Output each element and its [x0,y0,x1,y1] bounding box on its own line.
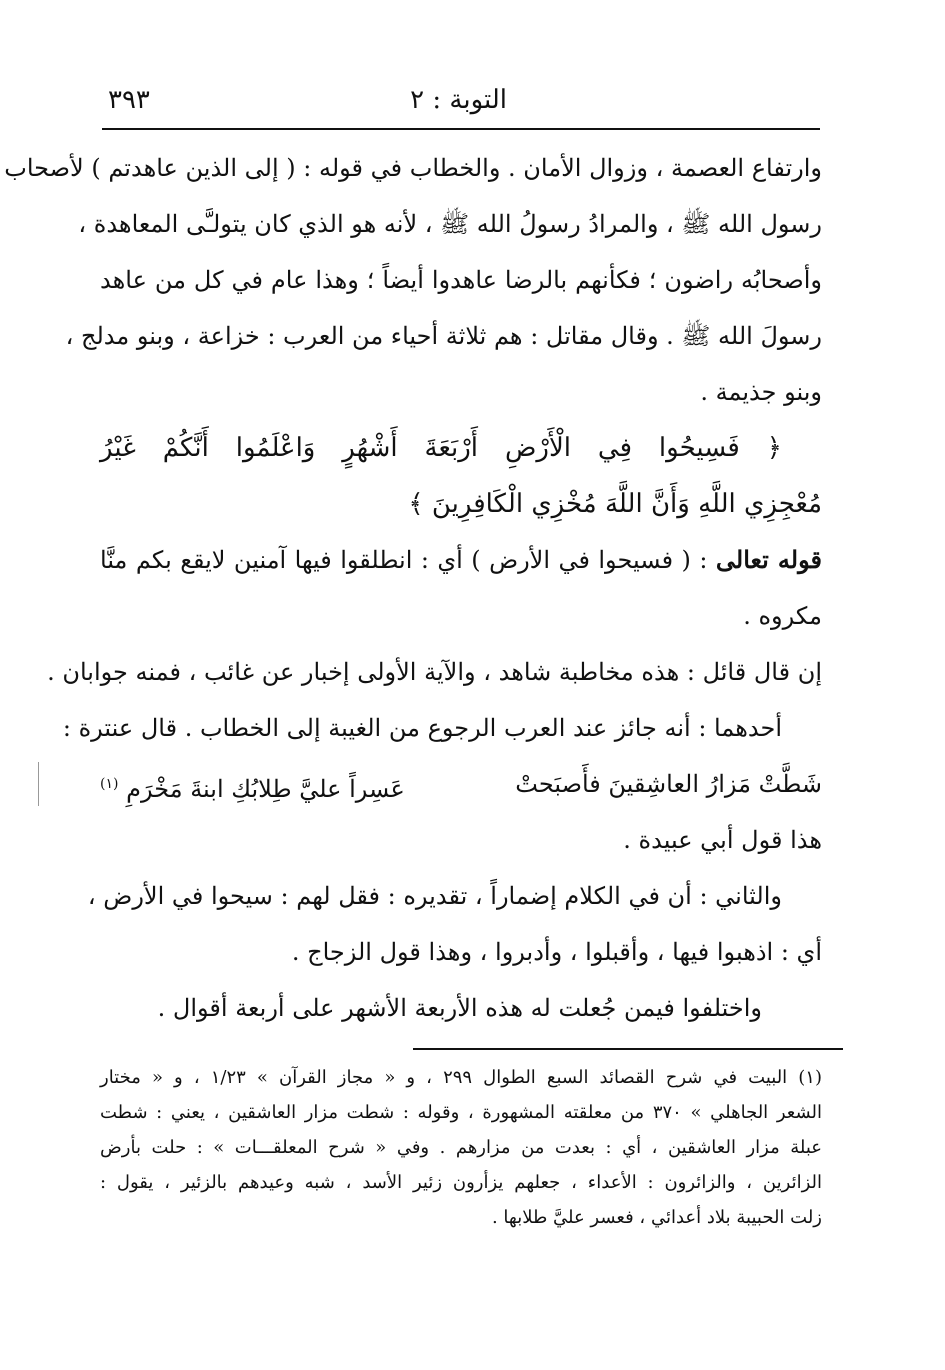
page-number: ٣٩٣ [108,85,150,115]
text-line: رسول الله ﷺ ، والمرادُ رسولُ الله ﷺ ، لأنه هو الذي كان يتولـَّى المعاهدة ، [78,210,822,238]
tafsir-label: قوله تعالى [715,545,822,574]
footnote-line: الزائرين ، والزائرون : الأعداء ، جعلهم يزأرون زئير الأسد ، شبه وعيدهم بالزئير ، يقول : [100,1172,822,1193]
text-line: وبنو جذيمة . [700,378,822,406]
margin-mark [38,762,39,806]
footnote-line: عبلة مزار العاشقين ، أي : بعدت من مزارهم . وفي « شرح المعلقـــات » : حلت بأرض [100,1137,822,1158]
main-text [4,140,822,1036]
closing-line: واختلفوا فيمن جُعلت له هذه الأربعة الأشهر على أربعة أقوال . [157,994,762,1022]
text-line: وارتفاع العصمة ، وزوال الأمان . والخطاب في قوله : ( إلى الذين عاهدتم ) لأصحاب [4,154,822,182]
footnote-line: (١) البيت في شرح القصائد السبع الطوال ٢٩٩ ، و « مجاز القرآن » ١/٢٣ ، و « مختار [100,1067,822,1088]
text-line: رسولَ الله ﷺ . وقال مقاتل : هم ثلاثة أحياء من العرب : خزاعة ، وبنو مدلج ، [65,322,822,350]
answer-line: أحدهما : أنه جائز عند العرب الرجوع من الغيبة إلى الخطاب . قال عنترة : [62,714,782,742]
footnote-ref[interactable]: (١) [100,776,119,792]
tafsir-line [100,532,822,588]
tafsir-line: مكروه . [743,602,822,630]
attribution-line: هذا قول أبي عبيدة . [623,826,822,854]
footnote-line: زلت الحبيبة بلاد أعدائي ، فعسر عليَّ طلابها . [491,1207,822,1228]
text-line: وأصحابُه راضون ؛ فكأنهم بالرضا عاهدوا أيضاً ؛ وهذا عام في كل من عاهد [100,266,822,294]
poem-second-hemistich: عَسِراً عليَّ طِلابُكِ ابنةَ مَخْرَمِ [126,775,405,803]
running-title: التوبة : ٢ [410,85,507,115]
poem-first-hemistich: شَطَّتْ مَزارُ العاشِقينَ فأَصبَحتْ [515,770,822,798]
footnotes [100,1060,822,1235]
poem-second-hemistich-wrap [100,756,405,812]
page-header [100,85,822,125]
answer-line: أي : اذهبوا فيها ، وأقبلوا ، وأدبروا ، وهذا قول الزجاج . [291,938,822,966]
quran-verse-line: ﴿ فَسِيحُوا فِي الْأَرْضِ أَرْبَعَةَ أَشْهُرٍ وَاعْلَمُوا أَنَّكُمْ غَيْرُ [100,433,782,463]
answer-line: والثاني : أن في الكلام إضماراً ، تقديره : فقل لهم : سيحوا في الأرض ، [87,882,782,910]
question-line: إن قال قائل : هذه مخاطبة شاهد ، والآية الأولى إخبار عن غائب ، فمنه جوابان . [47,658,822,686]
footnote-rule [413,1048,843,1050]
poem-line [100,756,822,812]
quran-verse-line: مُعْجِزِي اللَّهِ وَأَنَّ اللَّهَ مُخْزِي الْكَافِرِينَ ﴾ [408,489,822,519]
footnote-line: الشعر الجاهلي » ٣٧٠ من معلقته المشهورة ، وقوله : شطت مزار العاشقين ، يعني : شطت [100,1102,822,1123]
tafsir-text: : ( فسيحوا في الأرض ) أي : انطلقوا فيها آمنين لايقع بكم منَّا [100,546,708,574]
header-rule [102,128,820,130]
